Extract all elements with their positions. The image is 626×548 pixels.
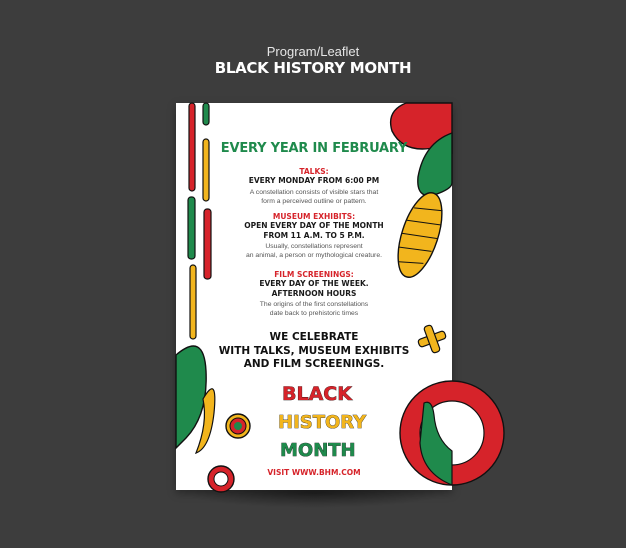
celebrate-line: AND FILM SCREENINGS. <box>243 358 385 370</box>
section-schedule: AFTERNOON HOURS <box>271 288 357 298</box>
page-title: BLACK HISTORY MONTH <box>214 59 412 77</box>
section-description <box>226 188 402 206</box>
description-line: The origins of the first constellations <box>259 301 369 308</box>
description-line: an animal, a person or mythological creature. <box>245 252 382 259</box>
description-line: A constellation consists of visible stars that <box>249 188 379 196</box>
celebrate-message <box>200 331 428 372</box>
section-talks <box>226 167 402 206</box>
section-schedule: OPEN EVERY DAY OF THE MONTH <box>244 221 384 230</box>
logo-word-black: BLACK <box>282 383 352 405</box>
category-label: Program/Leaflet <box>266 44 360 59</box>
logo-word-month: MONTH <box>280 440 356 461</box>
section-schedule: FROM 11 A.M. TO 5 P.M. <box>263 230 365 240</box>
section-description <box>226 242 402 260</box>
description-line: date back to prehistoric times <box>269 310 359 317</box>
bhm-logo <box>276 378 367 464</box>
section-title: FILM SCREENINGS: <box>274 270 354 279</box>
description-line: Usually, constellations represent <box>265 243 363 250</box>
section-film-screenings <box>226 270 402 318</box>
section-museum-exhibits <box>226 212 402 260</box>
flyer-headline: EVERY YEAR IN FEBRUARY <box>220 141 408 156</box>
description-line: form a perceived outline or pattern. <box>261 197 367 205</box>
celebrate-line: WITH TALKS, MUSEUM EXHIBITS <box>218 344 410 357</box>
logo-word-history: HISTORY <box>278 412 367 433</box>
section-description <box>226 300 402 318</box>
celebrate-line: WE CELEBRATE <box>269 331 359 343</box>
section-schedule: EVERY MONDAY FROM 6:00 PM <box>248 176 380 185</box>
visit-link[interactable]: VISIT WWW.BHM.COM <box>267 468 361 477</box>
flyer-card <box>176 103 452 490</box>
section-title: TALKS: <box>299 167 329 176</box>
section-title: MUSEUM EXHIBITS: <box>272 212 356 221</box>
section-schedule: EVERY DAY OF THE WEEK. <box>259 279 369 288</box>
